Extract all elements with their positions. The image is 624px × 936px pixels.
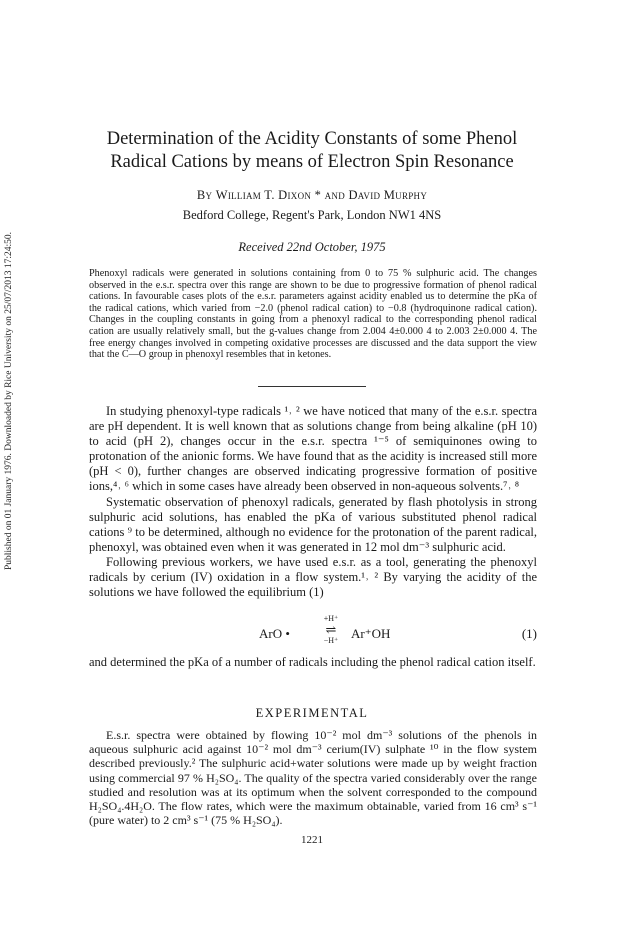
- section-divider: [258, 386, 366, 387]
- arrow-symbol: ⇌: [325, 622, 337, 637]
- introduction-continued: [89, 655, 537, 670]
- intro-paragraph-1: In studying phenoxyl-type radicals ¹˒ ² we have noticed that many of the e.s.r. spectra are pH dependent. It is well known that as solutions change from being alkaline (pH 10) to acid (pH 2), changes occur in the e.s.r. spectra ¹⁻⁵ of semiquinones owing to protonation of the anionic forms. We have found that as the acidity is increased still more (pH < 0), further changes are observed indicating progressive formation of positive ions,⁴˒ ⁶ which in some cases have already been observed in non-aqueous solvents.⁷˒ ⁸: [89, 404, 537, 494]
- author-line: [80, 188, 544, 203]
- equilibrium-arrow: [311, 614, 351, 646]
- article-title: [80, 128, 544, 174]
- experimental-paragraph: E.s.r. spectra were obtained by flowing 10⁻² mol dm⁻³ solutions of the phenols in aqueous sulphuric acid against 10⁻² mol dm⁻³ cerium(IV) sulphate ¹⁰ in the flow system described previously.² The sulphuric acid+water solutions were made up by weight fraction using commercial 97 % H₂SO₄. The quality of the spectra varied considerably over the range studied and resolution was at its optimum when the solvent corresponded to the compound H₂SO₄.4H₂O. The flow rates, which were the maximum obtainable, varied from 16 cm³ s⁻¹ (pure water) to 2 cm³ s⁻¹ (75 % H₂SO₄).: [89, 728, 537, 828]
- author-star: *: [311, 188, 325, 202]
- equation-lhs: ArO •: [259, 626, 290, 641]
- download-notice-text: Published on 01 January 1976. Downloaded by Rice University on 25/07/2013 17:24:50.: [4, 231, 14, 570]
- equation-rhs: Ar⁺OH: [351, 626, 391, 641]
- intro-paragraph-2: Systematic observation of phenoxyl radicals, generated by flash photolysis in strong sulphuric acid solutions, has enabled the pKa of various substituted phenol radical cations ⁹ to be determined, although no evidence for the protonation of the parent radical, phenoxyl, was obtained even when it was generated in 12 mol dm⁻³ sulphuric acid.: [89, 494, 537, 554]
- received-date: Received 22nd October, 1975: [238, 240, 386, 254]
- arrow-top-label: +H⁺: [323, 614, 339, 623]
- title-line-1: Determination of the Acidity Constants of some Phenol: [106, 129, 518, 149]
- abstract: Phenoxyl radicals were generated in solutions containing from 0 to 75 % sulphuric acid. The changes observed in the e.s.r. spectra over this range are shown to be due to progressive formation of phenol radical cations. In favourable cases plots of the e.s.r. parameters against acidity enabled us to determine the pKa of the radical cations, which varied from −2.0 (phenol radical cation) to −0.8 (hydroquinone radical cation). Changes in the coupling constants in going from a phenoxyl radical to the corresponding phenol radical cation are usually relatively small, but the g-values change from 2.004 4±0.000 4 to 2.003 2±0.000 4. The free energy changes involved in competing oxidative processes are discussed and the data support the view that the C—O group in phenoxyl resembles that in ketones.: [89, 268, 537, 361]
- author-1: William T. Dixon: [215, 188, 312, 202]
- arrow-bottom-label: −H⁺: [323, 636, 339, 645]
- equation-1: [89, 612, 537, 652]
- intro-paragraph-3: Following previous workers, we have used e.s.r. as a tool, generating the phenoxyl radicals by cerium (IV) oxidation in a flow system.¹˒ ² By varying the acidity of the solutions we have followed the equilibrium (1): [89, 554, 537, 600]
- experimental-section: [89, 728, 537, 827]
- affiliation: Bedford College, Regent's Park, London NW1 4NS: [182, 208, 442, 222]
- section-heading-experimental: EXPERIMENTAL: [255, 706, 369, 720]
- author-and: and: [324, 188, 345, 202]
- author-by: By: [196, 188, 213, 202]
- intro-paragraph-4: and determined the pKa of a number of radicals including the phenol radical cation itself.: [89, 655, 536, 669]
- equation-number: (1): [521, 626, 537, 641]
- author-2: David Murphy: [348, 188, 428, 202]
- download-notice: [4, 160, 20, 570]
- title-line-2: Radical Cations by means of Electron Spin Resonance: [110, 152, 514, 172]
- introduction: [89, 404, 537, 600]
- page-number: 1221: [301, 834, 323, 846]
